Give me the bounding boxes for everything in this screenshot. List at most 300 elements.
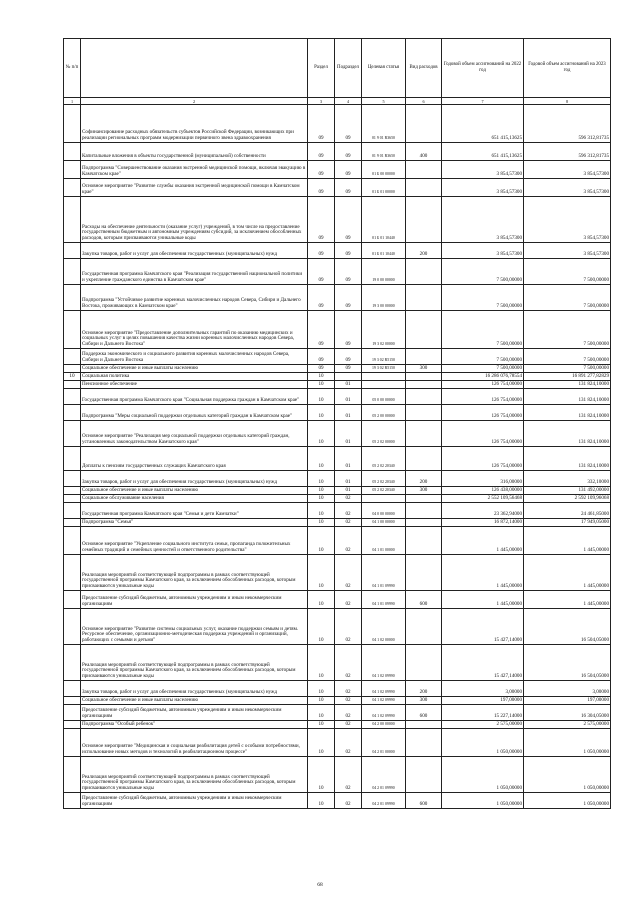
row-name-cell: Основное мероприятие "Развитие службы оказания экстренной медицинской помощи в Камчатском крае" [81,179,308,197]
subsection-cell: 02 [335,721,362,729]
amount-2023-cell: 7 500,00000 [524,311,611,349]
expense-type-cell: 300 [406,487,442,495]
subsection-cell: 02 [335,681,362,697]
target-code-cell [362,381,406,389]
section-cell: 09 [308,179,335,197]
row-number-cell [64,197,81,243]
amount-2022-cell: 3 854,57300 [442,179,524,197]
row-number-cell [64,721,81,729]
expense-type-cell: 600 [406,705,442,721]
amount-2023-cell: 7 500,00000 [524,349,611,365]
table-row [64,447,611,471]
amount-2023-cell: 16 504,05000 [524,645,611,681]
expense-type-cell: 600 [406,591,442,609]
col-number: 8 [524,98,611,105]
row-name-cell: Закупка товаров, работ и услуг для обеспечения государственных (муниципальных) нужд [81,471,308,487]
amount-2022-cell: 126 754,00000 [442,381,524,389]
section-cell: 10 [308,645,335,681]
row-number-cell [64,259,81,285]
page-number: 68 [317,882,323,888]
target-code-cell: 04 2 00 00000 [362,721,406,729]
amount-2023-cell: 16 504,05000 [524,609,611,645]
col-number: 7 [442,98,524,105]
row-name-cell: Закупка товаров, работ и услуг для обеспечения государственных (муниципальных) нужд [81,243,308,259]
row-name-cell: Социальное обслуживание населения [81,495,308,503]
subsection-cell: 02 [335,503,362,519]
subsection-cell: 01 [335,471,362,487]
amount-2022-cell: 15 427,14000 [442,609,524,645]
subsection-cell: 02 [335,495,362,503]
section-cell: 09 [308,349,335,365]
section-cell: 10 [308,373,335,381]
row-number-cell [64,487,81,495]
target-code-cell: 19 0 00 00000 [362,259,406,285]
section-cell: 10 [308,389,335,405]
row-number-cell [64,143,81,161]
section-cell: 10 [308,721,335,729]
row-number-cell [64,503,81,519]
row-number-cell [64,793,81,809]
target-code-cell: 01 Б 01 10440 [362,243,406,259]
table-row [64,793,611,809]
target-code-cell: 19 3 02 R5150 [362,365,406,373]
amount-2022-cell: 197,00000 [442,697,524,705]
table-row [64,373,611,381]
target-code-cell: 04 1 01 09990 [362,555,406,591]
row-number-cell [64,421,81,447]
section-cell: 09 [308,365,335,373]
subsection-cell: 02 [335,555,362,591]
amount-2023-cell: 7 500,00000 [524,285,611,311]
amount-2023-cell: 197,00000 [524,697,611,705]
col-number: 2 [81,98,308,105]
table-row [64,389,611,405]
subsection-cell: 02 [335,705,362,721]
amount-2023-cell: 2 592 109,96068 [524,495,611,503]
expense-type-cell: 200 [406,681,442,697]
amount-2023-cell: 131 824,10000 [524,421,611,447]
amount-2022-cell: 7 500,00000 [442,349,524,365]
target-code-cell: 04 2 01 09990 [362,793,406,809]
target-code-cell: 04 1 00 00000 [362,519,406,527]
amount-2022-cell: 1 445,00000 [442,591,524,609]
row-name-cell: Подпрограмма "Особый ребенок" [81,721,308,729]
section-cell: 10 [308,697,335,705]
section-cell: 10 [308,527,335,555]
amount-2022-cell: 1 050,00000 [442,757,524,793]
row-number-cell [64,471,81,487]
table-row [64,503,611,519]
table-row [64,197,611,243]
target-code-cell: 05 2 02 00000 [362,421,406,447]
amount-2022-cell: 16 872,14000 [442,519,524,527]
row-number-cell [64,729,81,757]
row-name-cell: Государственная программа Камчатского края "Реализация государственной национальной политики и укрепление гражданского единства в Камчатском крае" [81,259,308,285]
target-code-cell: 05 2 02 20340 [362,447,406,471]
target-code-cell: 04 1 02 09990 [362,705,406,721]
amount-2022-cell: 126 438,00000 [442,487,524,495]
section-cell: 10 [308,555,335,591]
amount-2023-cell: 7 500,00000 [524,365,611,373]
amount-2023-cell: 131 824,10000 [524,405,611,421]
target-code-cell: 04 1 02 09990 [362,697,406,705]
section-cell: 09 [308,143,335,161]
table-row [64,645,611,681]
amount-2023-cell: 332,10000 [524,471,611,487]
amount-2022-cell: 15 427,14000 [442,645,524,681]
expense-type-cell [406,757,442,793]
expense-type-cell: 600 [406,793,442,809]
row-number-cell [64,285,81,311]
section-cell: 09 [308,311,335,349]
row-name-cell: Предоставление субсидий бюджетным, автономным учреждениям и иным некоммерческим организациям [81,705,308,721]
amount-2023-cell: 24 461,85000 [524,503,611,519]
row-number-cell: 10 [64,373,81,381]
amount-2022-cell: 16 286 076,78554 [442,373,524,381]
table-row [64,591,611,609]
row-name-cell: Государственная программа Камчатского края "Социальная поддержка граждан в Камчатском крае" [81,389,308,405]
col-number: 4 [335,98,362,105]
section-cell: 10 [308,487,335,495]
amount-2022-cell: 1 050,00000 [442,729,524,757]
section-cell: 10 [308,519,335,527]
section-cell: 10 [308,705,335,721]
table-row [64,179,611,197]
section-cell: 10 [308,503,335,519]
amount-2022-cell: 126 754,00000 [442,405,524,421]
amount-2023-cell: 16 891 277,82829 [524,373,611,381]
row-name-cell: Подпрограмма "Устойчивое развитие коренных малочисленных народов Севера, Сибири и Дальнего Востока, проживающих в Камчатском крае" [81,285,308,311]
col-number: 1 [64,98,81,105]
table-row [64,495,611,503]
row-number-cell [64,495,81,503]
expense-type-cell [406,645,442,681]
row-number-cell [64,555,81,591]
amount-2023-cell: 596 312,81735 [524,105,611,143]
amount-2022-cell: 15 227,14000 [442,705,524,721]
subsection-cell: 01 [335,405,362,421]
row-number-cell [64,447,81,471]
table-row [64,527,611,555]
table-row [64,729,611,757]
subsection-cell: 02 [335,793,362,809]
row-number-cell [64,527,81,555]
expense-type-cell [406,405,442,421]
row-number-cell [64,105,81,143]
subsection-cell: 02 [335,519,362,527]
target-code-cell [362,373,406,381]
row-name-cell: Закупка товаров, работ и услуг для обеспечения государственных (муниципальных) нужд [81,681,308,697]
table-row [64,609,611,645]
expense-type-cell [406,381,442,389]
col-header-target: Целевая статья [362,39,406,98]
expense-type-cell [406,373,442,381]
row-number-cell [64,681,81,697]
expense-type-cell [406,105,442,143]
target-code-cell: 01 Б 01 10440 [362,197,406,243]
subsection-cell: 09 [335,259,362,285]
row-number-cell [64,381,81,389]
row-number-cell [64,609,81,645]
amount-2023-cell: 1 445,00000 [524,555,611,591]
table-row [64,143,611,161]
section-cell: 09 [308,243,335,259]
row-name-cell: Основное мероприятие "Укрепление социального института семьи, пропаганда положительных семейных традиций и семейных ценностей и ответственного родительства" [81,527,308,555]
section-cell: 10 [308,447,335,471]
subsection-cell: 02 [335,591,362,609]
amount-2022-cell: 126 754,00000 [442,447,524,471]
expense-type-cell [406,179,442,197]
target-code-cell: 04 1 02 09990 [362,645,406,681]
amount-2022-cell: 316,00000 [442,471,524,487]
subsection-cell: 09 [335,349,362,365]
row-name-cell: Расходы на обеспечение деятельности (оказание услуг) учреждений, в том числе на предоставление государственным бюджетным и автономным учреждениям субсидий, за исключением обособленных расходов, которым присваиваются уникальные коды [81,197,308,243]
col-number: 3 [308,98,335,105]
row-number-cell [64,161,81,179]
amount-2022-cell: 651 415,13625 [442,105,524,143]
amount-2023-cell: 16 304,05000 [524,705,611,721]
expense-type-cell [406,555,442,591]
subsection-cell: 01 [335,421,362,447]
table-row [64,365,611,373]
expense-type-cell [406,527,442,555]
row-name-cell: Социальное обеспечение и иные выплаты населению [81,697,308,705]
table-row [64,721,611,729]
row-name-cell: Предоставление субсидий бюджетным, автономным учреждениям и иным некоммерческим организациям [81,591,308,609]
row-name-cell: Реализация мероприятий соответствующей подпрограммы в рамках соответствующей государственной программы Камчатского края, за исключением обособленных расходов, которым присваиваются уникальные коды [81,757,308,793]
amount-2022-cell: 3 854,57300 [442,243,524,259]
amount-2022-cell: 2 552 109,56468 [442,495,524,503]
target-code-cell [362,495,406,503]
amount-2023-cell: 1 050,00000 [524,729,611,757]
amount-2023-cell: 3 854,57300 [524,179,611,197]
row-name-cell: Капитальные вложения в объекты государственной (муниципальной) собственности [81,143,308,161]
target-code-cell: 04 1 01 00000 [362,527,406,555]
subsection-cell: 09 [335,105,362,143]
row-name-cell: Предоставление субсидий бюджетным, автономным учреждениям и иным некоммерческим организациям [81,793,308,809]
amount-2023-cell: 2 575,00000 [524,721,611,729]
amount-2022-cell: 651 415,13625 [442,143,524,161]
section-cell: 10 [308,471,335,487]
row-name-cell: Доплаты к пенсиям государственных служащих Камчатского края [81,447,308,471]
expense-type-cell [406,503,442,519]
target-code-cell: 04 1 02 00000 [362,609,406,645]
target-code-cell: 19 3 00 00000 [362,285,406,311]
col-number: 6 [406,98,442,105]
subsection-cell: 09 [335,285,362,311]
subsection-cell: 02 [335,757,362,793]
target-code-cell: 04 1 01 09990 [362,591,406,609]
row-name-cell: Основное мероприятие "Реализация мер социальной поддержки отдельных категорий граждан, установленных законодательством Камчатского края" [81,421,308,447]
amount-2022-cell: 7 500,00000 [442,285,524,311]
target-code-cell: 04 1 02 09990 [362,681,406,697]
table-row [64,487,611,495]
amount-2022-cell: 1 445,00000 [442,527,524,555]
target-code-cell: 05 2 02 20340 [362,471,406,487]
section-cell: 09 [308,285,335,311]
section-cell: 10 [308,421,335,447]
row-name-cell: Социальное обеспечение и иные выплаты населению [81,365,308,373]
row-number-cell [64,757,81,793]
expense-type-cell: 200 [406,243,442,259]
table-row [64,259,611,285]
col-header-subsection: Подраздел [335,39,362,98]
table-row [64,105,611,143]
amount-2022-cell: 7 500,00000 [442,365,524,373]
target-code-cell: 04 2 01 09990 [362,757,406,793]
subsection-cell: 01 [335,389,362,405]
target-code-cell: 05 2 00 00000 [362,405,406,421]
col-header-exp-type: Вид расходов [406,39,442,98]
table-row [64,405,611,421]
table-row [64,519,611,527]
expense-type-cell [406,729,442,757]
col-header-num: № п/п [64,39,81,98]
row-name-cell: Основное мероприятие "Развитие системы социальных услуг, оказание поддержки семьям и детям. Ресурсное обеспечение, организационно-методическая поддержка учреждений и организаций, работающих с семьями и детьми" [81,609,308,645]
subsection-cell: 02 [335,609,362,645]
amount-2023-cell: 3 854,57300 [524,161,611,179]
row-number-cell [64,179,81,197]
row-number-cell [64,705,81,721]
amount-2023-cell: 17 949,05000 [524,519,611,527]
amount-2023-cell: 3 854,57300 [524,197,611,243]
header-row [64,39,611,98]
amount-2022-cell: 126 754,00000 [442,421,524,447]
subsection-cell: 01 [335,487,362,495]
amount-2022-cell: 3 854,57300 [442,197,524,243]
amount-2023-cell: 1 050,00000 [524,757,611,793]
row-number-cell [64,645,81,681]
amount-2022-cell: 1 445,00000 [442,555,524,591]
col-number: 5 [362,98,406,105]
target-code-cell: 04 2 01 00000 [362,729,406,757]
budget-table [63,38,611,809]
expense-type-cell [406,197,442,243]
table-row [64,555,611,591]
row-name-cell: Основное мероприятие "Предоставление дополнительных гарантий по оказанию медицинских и социальных услуг в целях повышения качества жизни коренных малочисленных народов Севера, Сибири и Дальнего Востока" [81,311,308,349]
column-number-row [64,98,611,105]
section-cell: 10 [308,729,335,757]
amount-2023-cell: 1 445,00000 [524,591,611,609]
row-name-cell: Социальное обеспечение и иные выплаты населению [81,487,308,495]
subsection-cell: 01 [335,447,362,471]
row-name-cell: Реализация мероприятий соответствующей подпрограммы в рамках соответствующей государственной программы Камчатского края, за исключением обособленных расходов, которым присваиваются уникальные коды [81,555,308,591]
table-row [64,285,611,311]
expense-type-cell [406,495,442,503]
expense-type-cell: 300 [406,365,442,373]
row-name-cell: Поддержка экономического и социального развития коренных малочисленных народов Севера, Сибири и Дальнего Востока [81,349,308,365]
amount-2023-cell: 3 854,57300 [524,243,611,259]
amount-2023-cell: 131 824,10000 [524,447,611,471]
row-number-cell [64,405,81,421]
amount-2023-cell: 1 445,00000 [524,527,611,555]
amount-2023-cell: 131 492,00000 [524,487,611,495]
row-name-cell: Подпрограмма "Семья" [81,519,308,527]
section-cell: 09 [308,105,335,143]
section-cell: 10 [308,757,335,793]
section-cell: 09 [308,197,335,243]
col-header-name [81,39,308,98]
expense-type-cell [406,421,442,447]
section-cell: 10 [308,591,335,609]
row-name-cell: Социальная политика [81,373,308,381]
target-code-cell: 01 9 01 R3650 [362,105,406,143]
subsection-cell: 09 [335,179,362,197]
section-cell: 10 [308,793,335,809]
amount-2023-cell: 7 500,00000 [524,259,611,285]
table-row [64,421,611,447]
amount-2023-cell: 3,00000 [524,681,611,697]
row-name-cell: Государственная программа Камчатского края "Семья и дети Камчатки" [81,503,308,519]
amount-2022-cell: 3,00000 [442,681,524,697]
target-code-cell: 05 2 02 20340 [362,487,406,495]
amount-2022-cell: 3 854,57300 [442,161,524,179]
table-row [64,381,611,389]
target-code-cell: 05 0 00 00000 [362,389,406,405]
subsection-cell: 02 [335,697,362,705]
col-header-section: Раздел [308,39,335,98]
amount-2023-cell: 131 824,10000 [524,389,611,405]
expense-type-cell [406,447,442,471]
row-name-cell: Реализация мероприятий соответствующей подпрограммы в рамках соответствующей государственной программы Камчатского края, за исключением обособленных расходов, которым присваиваются уникальные коды [81,645,308,681]
target-code-cell: 01 Б 01 00000 [362,179,406,197]
row-number-cell [64,365,81,373]
expense-type-cell [406,311,442,349]
amount-2022-cell: 7 500,00000 [442,311,524,349]
target-code-cell: 01 Б 00 00000 [362,161,406,179]
table-row [64,705,611,721]
subsection-cell: 09 [335,243,362,259]
row-number-cell [64,389,81,405]
section-cell: 10 [308,405,335,421]
section-cell: 10 [308,681,335,697]
table-row [64,681,611,697]
row-name-cell: Пенсионное обеспечение [81,381,308,389]
expense-type-cell [406,389,442,405]
row-name-cell: Основное мероприятие "Медицинская и социальная реабилитация детей с особыми потребностями, использование новых методов и технологий в реабилитационном процессе" [81,729,308,757]
budget-table-sheet [63,38,610,809]
expense-type-cell [406,285,442,311]
section-cell: 10 [308,495,335,503]
subsection-cell: 09 [335,365,362,373]
target-code-cell: 19 3 02 00000 [362,311,406,349]
col-header-vol-2023: Годовой объем ассигнований на 2023 год [524,39,611,98]
expense-type-cell [406,519,442,527]
amount-2022-cell: 126 754,00000 [442,389,524,405]
expense-type-cell [406,259,442,285]
table-row [64,161,611,179]
row-number-cell [64,697,81,705]
row-number-cell [64,591,81,609]
amount-2022-cell: 1 050,00000 [442,793,524,809]
target-code-cell: 19 3 02 R5150 [362,349,406,365]
subsection-cell: 09 [335,143,362,161]
target-code-cell: 01 9 01 R3650 [362,143,406,161]
table-row [64,471,611,487]
section-cell: 10 [308,609,335,645]
table-row [64,243,611,259]
section-cell: 09 [308,161,335,179]
row-number-cell [64,243,81,259]
section-cell: 09 [308,259,335,285]
table-body [64,105,611,809]
subsection-cell: 02 [335,729,362,757]
section-cell: 10 [308,381,335,389]
amount-2023-cell: 1 050,00000 [524,793,611,809]
amount-2022-cell: 7 500,00000 [442,259,524,285]
subsection-cell [335,373,362,381]
row-name-cell: Подпрограмма "Совершенствование оказания экстренной медицинской помощи, включая эвакуацию в Камчатском крае" [81,161,308,179]
